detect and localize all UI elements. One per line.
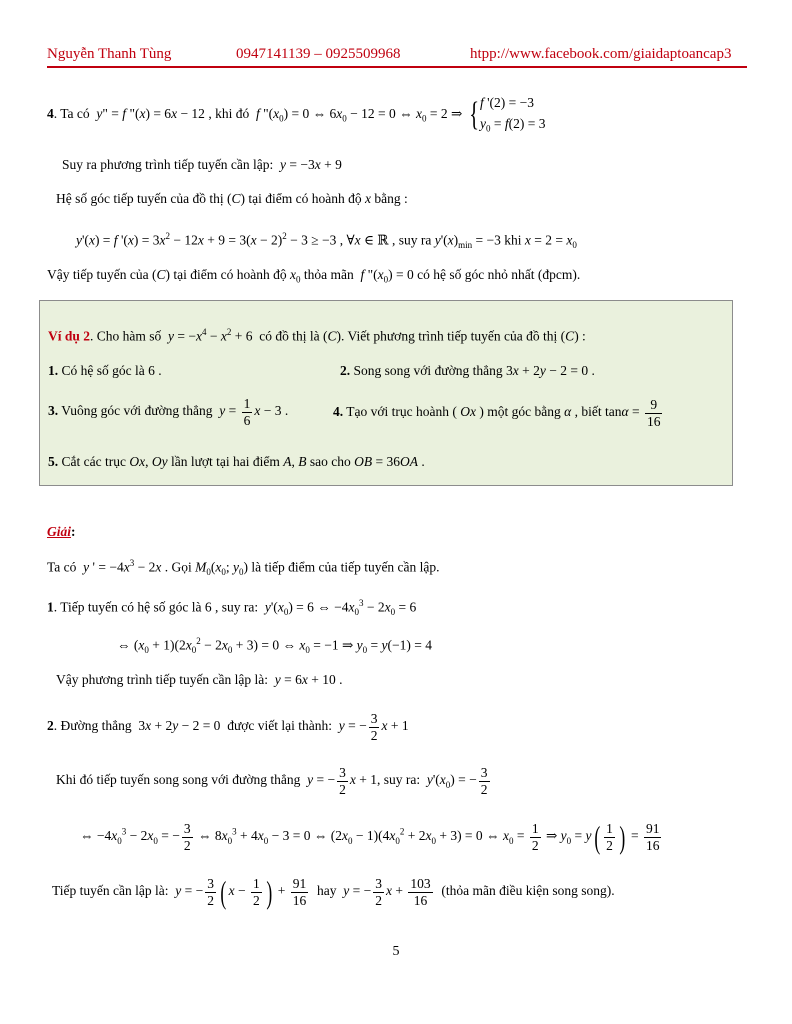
solution-s1-solve: ⇔ $(x_0 + 1)(2x_0^2 - 2x_0 + 3) = 0$ ⇔ $x_0 = -1$ ⇒ $y_0 = y(-1) = 4$ bbox=[117, 636, 432, 656]
solution-s2-answer: Tiếp tuyến cần lập là: y = − $\frac{3}{2}$ ( x − $\frac{1}{2}$ ) + $\frac{91}{16}$ hay y = − $\frac{3}{2}$ x + $\frac{103}{16}$ (thỏa mãn điều kiện song song). bbox=[52, 874, 615, 911]
solution-s1-answer: Vậy phương trình tiếp tuyến cần lập là: y = 6x + 10 . bbox=[56, 672, 343, 687]
example-q5: 5. Cắt các trục Ox, Oy lần lượt tại hai điểm A, B sao cho OB = 36OA . bbox=[48, 454, 425, 469]
solution-s2-parallel: Khi đó tiếp tuyến song song với đường thẳng y = − $\frac{3}{2}$ x + 1, suy ra: $y'(x_0)$ = − $\frac{3}{2}$ bbox=[56, 765, 488, 797]
example-q4: 4. Tạo với trục hoành ( Ox ) một góc bằng α , biết tanα = $\frac{9}{16}$ bbox=[333, 397, 661, 429]
header-phone: 0947141139 – 0925509968 bbox=[236, 46, 401, 62]
solution-s2: 2. Đường thẳng 3x + 2y − 2 = 0 được viết lại thành: y = − $\frac{3}{2}$ x + 1 bbox=[47, 711, 409, 743]
part4-derivative: y'(x) = f '$(x) = 3x^2 - 12x + 9 = 3(x - 2)^2 - 3 \ge -3$ , ∀x ∈ ℝ , suy ra $y'(x)_{min} = -3$ khi $x = 2 = x_0$ bbox=[76, 231, 577, 251]
header-url[interactable]: htpp://www.facebook.com/giaidaptoancap3 bbox=[470, 46, 732, 62]
part4-slope: Hệ số góc tiếp tuyến của đồ thị (C) tại điểm có hoành độ x bằng : bbox=[56, 191, 408, 206]
part4-line1: 4. Ta có y" = f "(x) = 6x − 12 , khi đó f "$(x_0) = 0$ ⇔ $6x_0 - 12 = 0$ ⇔ $x_0 = 2$ ⇒ {f '(2) = −3 $y_0 = f(2) = 3$ bbox=[47, 95, 546, 134]
header-rule bbox=[47, 66, 747, 68]
solution-s1: 1. Tiếp tuyến có hệ số góc là 6 , suy ra: $y'(x_0) = 6$ ⇔ $-4x_0^3 - 2x_0 = 6$ bbox=[47, 598, 417, 618]
example-q3: 3. Vuông góc với đường thẳng y = $\frac{1}{6}$ x − 3 . bbox=[48, 396, 289, 428]
solution-s2-solve: ⇔ $-4x_0^3 - 2x_0$ = − $\frac{3}{2}$ ⇔ $8x_0^3 + 4x_0 - 3 = 0$ ⇔ $(2x_0 - 1)(4x_0^2 + 2x_0 + 3) = 0$ ⇔ $x_0$ = $\frac{1}{2}$ ⇒ $y_0 = y$( $\frac{1}{2}$ ) = $\frac{91}{16}$ bbox=[80, 819, 660, 856]
page-number: 5 bbox=[392, 944, 400, 959]
example-q2: 2. Song song với đường thẳng 3x + 2y − 2 = 0 . bbox=[340, 363, 595, 378]
example-intro: Ví dụ 2. Cho hàm số $y = -x^4 - x^2 + 6$ có đồ thị là (C). Viết phương trình tiếp tuyến của đồ thị (C) : bbox=[48, 327, 586, 344]
solution-intro: Ta có y ' = $-4x^3 - 2x$ . Gọi $M_0(x_0$; $y_0$) là tiếp điểm của tiếp tuyến cần lập. bbox=[47, 558, 440, 578]
header-author: Nguyễn Thanh Tùng bbox=[47, 46, 172, 62]
example-q1: 1. Có hệ số góc là 6 . bbox=[48, 363, 162, 378]
part4-tangent: Suy ra phương trình tiếp tuyến cần lập: y = −3x + 9 bbox=[62, 157, 342, 172]
solution-title: Giải: bbox=[47, 524, 76, 539]
part4-conclusion: Vậy tiếp tuyến của (C) tại điểm có hoành độ $x_0$ thỏa mãn f "$(x_0) = 0$ có hệ số góc nhỏ nhất (đpcm). bbox=[47, 267, 581, 285]
